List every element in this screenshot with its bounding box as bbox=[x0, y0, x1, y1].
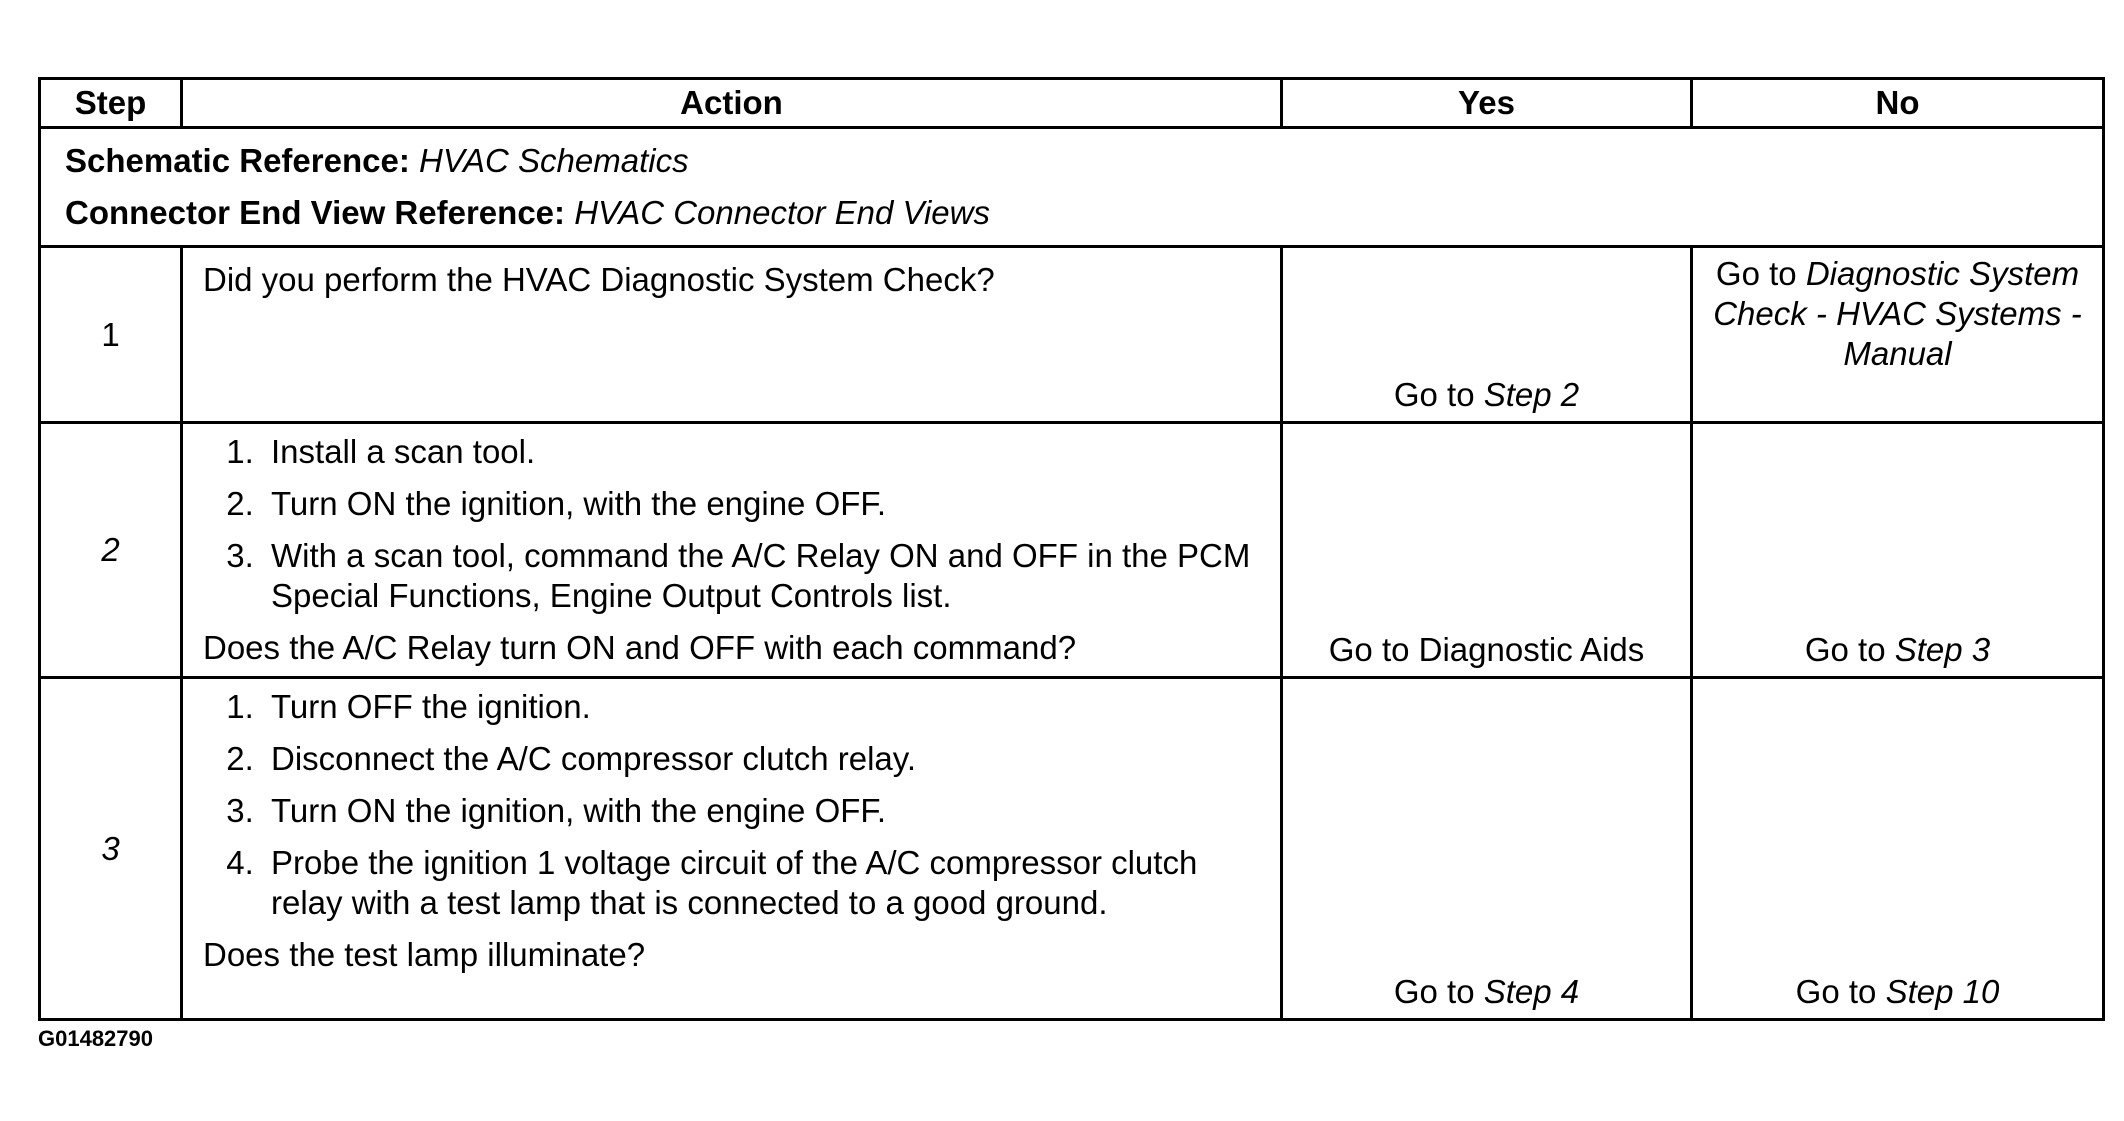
step-question: Did you perform the HVAC Diagnostic System Check? bbox=[203, 261, 995, 298]
no-cell bbox=[1692, 423, 2104, 678]
connector-reference-value: HVAC Connector End Views bbox=[574, 194, 990, 231]
list-item: 1. Turn OFF the ignition. bbox=[263, 687, 1262, 727]
header-no: No bbox=[1692, 79, 2104, 128]
connector-reference-label: Connector End View Reference: bbox=[65, 194, 566, 231]
header-action: Action bbox=[182, 79, 1282, 128]
no-link[interactable]: Diagnostic System Check - HVAC Systems - Manual bbox=[1713, 255, 2082, 372]
header-row bbox=[40, 79, 2104, 128]
connector-reference bbox=[65, 187, 2078, 239]
no-link[interactable]: Step 3 bbox=[1894, 631, 1991, 668]
yes-prefix: Go to bbox=[1393, 376, 1484, 413]
figure-id: G01482790 bbox=[38, 1026, 153, 1051]
header-step: Step bbox=[40, 79, 182, 128]
action-cell bbox=[182, 247, 1282, 423]
step-number: 3 bbox=[40, 678, 182, 1020]
no-prefix: Go to bbox=[1715, 255, 1806, 292]
table-row bbox=[40, 423, 2104, 678]
yes-link[interactable]: Step 4 bbox=[1483, 973, 1580, 1010]
no-prefix: Go to bbox=[1795, 973, 1886, 1010]
yes-link[interactable]: Go to Diagnostic Aids bbox=[1328, 631, 1645, 668]
step-question: Does the test lamp illuminate? bbox=[203, 936, 646, 973]
yes-cell bbox=[1282, 247, 1692, 423]
step-list bbox=[203, 432, 1262, 616]
no-cell bbox=[1692, 247, 2104, 423]
yes-link[interactable]: Step 2 bbox=[1483, 376, 1580, 413]
list-item: 3. With a scan tool, command the A/C Relay ON and OFF in the PCM Special Functions, Engine Output Controls list. bbox=[263, 536, 1262, 616]
diagnostic-table bbox=[38, 77, 2105, 1021]
yes-cell bbox=[1282, 423, 1692, 678]
schematic-reference-value: HVAC Schematics bbox=[419, 142, 689, 179]
reference-row bbox=[40, 128, 2104, 247]
action-cell bbox=[182, 423, 1282, 678]
yes-prefix: Go to bbox=[1393, 973, 1484, 1010]
reference-cell bbox=[40, 128, 2104, 247]
no-prefix: Go to bbox=[1804, 631, 1895, 668]
schematic-reference bbox=[65, 135, 2078, 187]
list-item: 2. Turn ON the ignition, with the engine OFF. bbox=[263, 484, 1262, 524]
table-row bbox=[40, 247, 2104, 423]
list-item: 2. Disconnect the A/C compressor clutch relay. bbox=[263, 739, 1262, 779]
yes-cell bbox=[1282, 678, 1692, 1020]
list-item: 4. Probe the ignition 1 voltage circuit of the A/C compressor clutch relay with a test lamp that is connected to a good ground. bbox=[263, 843, 1262, 923]
no-cell bbox=[1692, 678, 2104, 1020]
step-number: 1 bbox=[40, 247, 182, 423]
step-list bbox=[203, 687, 1262, 923]
schematic-reference-label: Schematic Reference: bbox=[65, 142, 410, 179]
step-question: Does the A/C Relay turn ON and OFF with each command? bbox=[203, 629, 1077, 666]
no-link[interactable]: Step 10 bbox=[1885, 973, 2000, 1010]
list-item: 3. Turn ON the ignition, with the engine OFF. bbox=[263, 791, 1262, 831]
step-number: 2 bbox=[40, 423, 182, 678]
action-cell bbox=[182, 678, 1282, 1020]
table-row bbox=[40, 678, 2104, 1020]
header-yes: Yes bbox=[1282, 79, 1692, 128]
list-item: 1. Install a scan tool. bbox=[263, 432, 1262, 472]
